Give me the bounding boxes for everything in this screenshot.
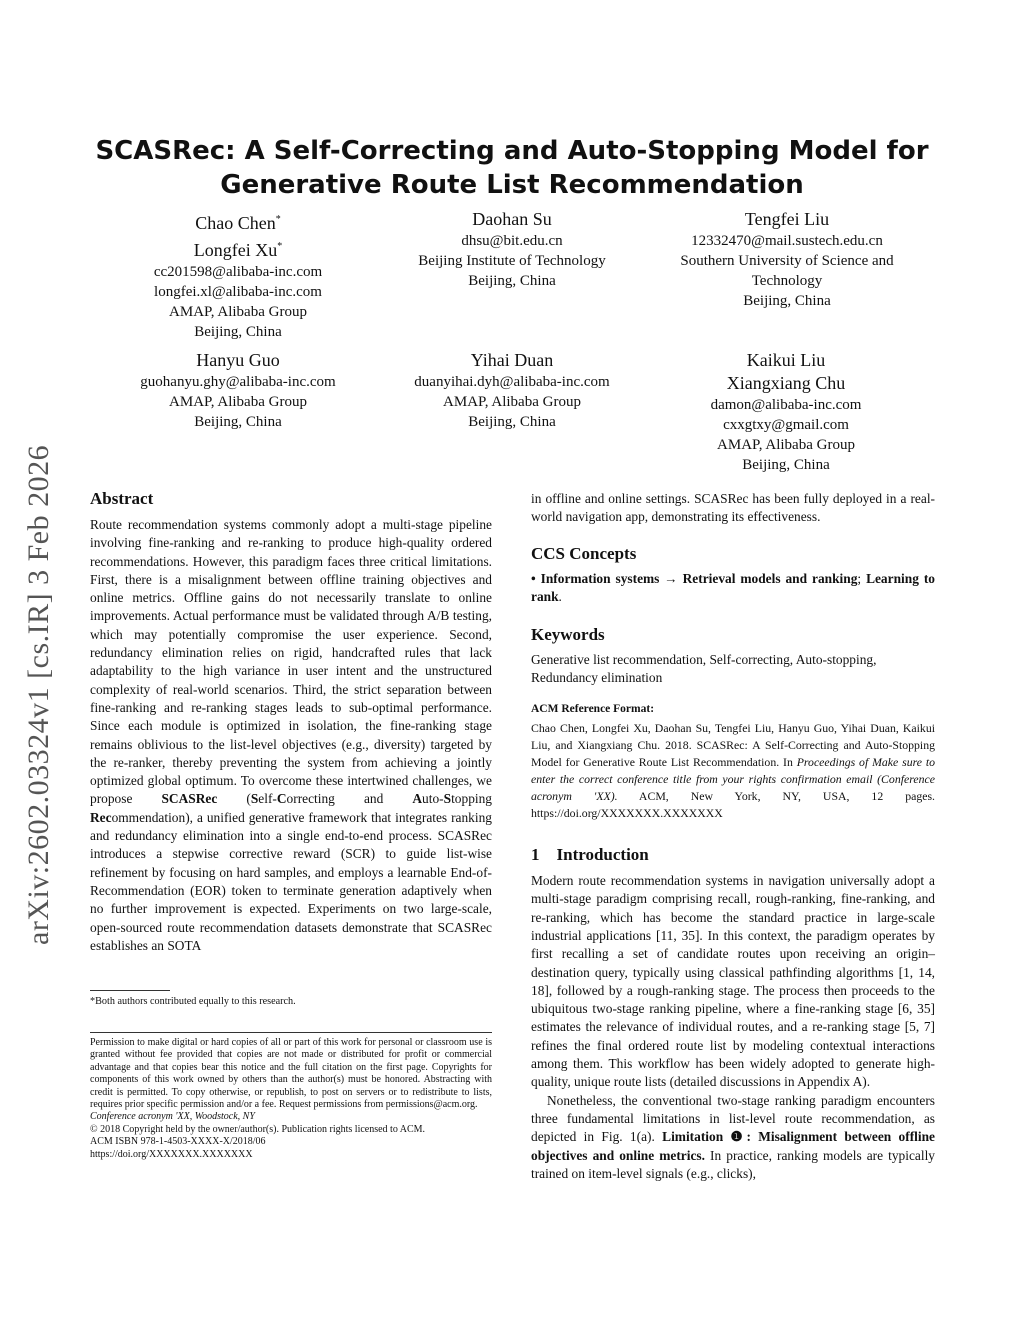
author-name: Xiangxiang Chu	[726, 373, 846, 393]
abstract-text: ommendation)	[111, 809, 190, 825]
acronym-letter: S	[250, 791, 259, 807]
author-name: Yihai Duan	[470, 350, 554, 370]
ccs-concept: Information systems	[540, 570, 660, 586]
acm-ref-heading: ACM Reference Format:	[531, 702, 655, 715]
permission-rule	[90, 1032, 492, 1033]
author-name: Daohan Su	[472, 209, 552, 229]
limitation-label: Limitation ❶: Misalignment between offline objectives and online metrics.	[531, 1129, 936, 1163]
author-email[interactable]: cc201598@alibaba-inc.com	[153, 264, 323, 280]
author-location: Beijing, China	[468, 414, 556, 430]
permission-block	[90, 1037, 492, 1161]
abstract-text: elf-	[258, 791, 277, 807]
arxiv-stamp: arXiv:2602.03324v1 [cs.IR] 3 Feb 2026	[22, 444, 55, 945]
doi-link[interactable]: https://doi.org/XXXXXXX.XXXXXXX	[90, 1148, 253, 1160]
author-location: Beijing, China	[742, 457, 830, 473]
author-affiliation: Southern University of Science and	[680, 253, 894, 269]
author-affiliation: AMAP, Alibaba Group	[443, 394, 581, 410]
ref-venue: Proceedings of Make sure to enter the correct conference title from your rights confirmation email (Conference acronym 'XX).	[531, 755, 935, 804]
author-email[interactable]: cxxgtxy@gmail.com	[723, 417, 849, 433]
acronym-letter: A	[412, 791, 423, 807]
title-line-2: Generative Route List Recommendation	[220, 170, 804, 200]
ccs-heading: CCS Concepts	[531, 543, 637, 563]
acronym-letter: S	[443, 791, 452, 807]
ccs-concept: Retrieval models and ranking	[682, 570, 858, 586]
abstract-text: uto-	[422, 791, 444, 807]
author-block-duan	[392, 349, 632, 432]
model-name: SCASRec	[161, 791, 218, 807]
abstract-paragraph	[90, 516, 492, 955]
author-name: Hanyu Guo	[196, 350, 280, 370]
author-location: Beijing, China	[468, 273, 556, 289]
intro-paragraph-2	[531, 1092, 935, 1183]
author-email[interactable]: dhsu@bit.edu.cn	[461, 233, 563, 249]
footnote: *Both authors contributed equally to this research.	[90, 996, 296, 1007]
author-email[interactable]: duanyihai.dyh@alibaba-inc.com	[414, 374, 610, 390]
author-block-chen-xu	[118, 208, 358, 342]
separator: ;	[857, 570, 867, 586]
footnote-rule	[90, 990, 170, 991]
acronym-letter: Rec	[90, 809, 112, 825]
period: .	[558, 588, 562, 604]
author-name: Longfei Xu	[193, 240, 278, 260]
permission-text: Permission to make digital or hard copies of all or part of this work for personal or classroom use is granted without fee provided that copies are not made or distributed for profit or commercial advantage and that copies bear this notice and the full citation on the first page. Copyrights for components of this work owned by others than the author(s) must be honored. Abstracting with credit is permitted. To copy otherwise, or republish, to post on servers or to redistribute to lists, requires prior specific permission and/or a fee. Request permissions from permissions@acm.org.	[90, 1037, 492, 1111]
isbn-line: ACM ISBN 978-1-4503-XXXX-X/2018/06	[90, 1136, 266, 1148]
keywords-text: Generative list recommendation, Self-correcting, Auto-stopping, Redundancy elimination	[531, 652, 877, 686]
ref-text: Chao Chen, Longfei Xu, Daohan Su, Tengfei Liu, Hanyu Guo, Yihai Duan, Kaikui Liu, and Xiangxiang Chu. 2018. SCASRec: A Self-Correcting and Auto-Stopping Model for Generative Route List Recommendation. In	[531, 721, 935, 770]
author-email[interactable]: damon@alibaba-inc.com	[710, 397, 862, 413]
author-affiliation: Beijing Institute of Technology	[418, 253, 606, 269]
ccs-concept: Learning to rank	[531, 570, 935, 604]
intro-heading: 1 Introduction	[531, 845, 649, 865]
author-block-guo	[118, 349, 358, 432]
author-name: Kaikui Liu	[746, 350, 826, 370]
acronym-letter: C	[276, 791, 287, 807]
author-email[interactable]: longfei.xl@alibaba-inc.com	[154, 284, 322, 300]
author-block-liu-chu	[666, 349, 906, 475]
ref-text: ACM, New York, NY, USA, 12 pages. https://doi.org/XXXXXXX.XXXXXXX	[531, 789, 935, 821]
abstract-continuation: in offline and online settings. SCASRec has been fully deployed in a real-world navigation app, demonstrating its effectiveness.	[531, 491, 935, 525]
author-location: Beijing, China	[743, 293, 831, 309]
equal-contribution-mark: *	[275, 214, 281, 225]
author-affiliation: Technology	[751, 273, 823, 289]
intro-text: Nonetheless, the conventional two-stage ranking paradigm encounters three fundamental limitations in list-level route recommendation, as depicted in Fig. 1(a).	[531, 1092, 935, 1145]
author-affiliation: AMAP, Alibaba Group	[169, 304, 307, 320]
abstract-text: topping	[451, 791, 492, 807]
author-email[interactable]: guohanyu.ghy@alibaba-inc.com	[140, 374, 336, 390]
abstract-text: (	[217, 791, 251, 807]
title-line-1: SCASRec: A Self-Correcting and Auto-Stopping Model for	[95, 136, 929, 166]
ccs-concepts	[531, 570, 935, 607]
abstract-text: orrecting and	[286, 791, 413, 807]
keywords-heading: Keywords	[531, 625, 605, 645]
left-column	[90, 488, 492, 955]
arrow: →	[659, 570, 683, 586]
copyright-line: © 2018 Copyright held by the owner/author(s). Publication rights licensed to ACM.	[90, 1123, 426, 1135]
bullet: •	[531, 570, 541, 586]
acm-ref-text	[531, 720, 935, 822]
author-affiliation: AMAP, Alibaba Group	[717, 437, 855, 453]
author-name: Chao Chen	[195, 213, 276, 233]
right-column	[531, 490, 935, 1183]
author-block-liu	[656, 208, 918, 311]
author-email[interactable]: 12332470@mail.sustech.edu.cn	[691, 233, 883, 249]
abstract-heading: Abstract	[90, 489, 154, 508]
intro-paragraph-1: Modern route recommendation systems in navigation universally adopt a multi-stage paradigm comprising recall, rough-ranking, fine-ranking, and re-ranking, which has become the standard practice in large-scale industrial applications [11, 35]. In this context, the paradigm operates by first recalling a set of candidate routes upon receiving an origin–destination query, typically using classical pathfinding algorithms [1, 14, 18], followed by a rough-ranking stage. The process then proceeds to the ubiquitous two-stage ranking pipeline, where a fine-ranking stage [6, 35] estimates the relevance of individual routes, and a re-ranking stage [5, 7] refines the final ordered route list by modeling contextual interactions among them. This workflow has been widely adopted to generate high-quality, unique route lists (detailed discussions in Appendix A).	[531, 873, 935, 1090]
intro-text: In practice, ranking models are typically trained on item-level signals (e.g., clicks),	[531, 1147, 935, 1181]
conference-line: Conference acronym 'XX, Woodstock, NY	[90, 1111, 255, 1123]
equal-contribution-mark: *	[277, 241, 283, 252]
author-name: Tengfei Liu	[744, 209, 830, 229]
abstract-text: , a unified generative framework that integrates ranking and redundancy elimination into a single end-to-end process. SCASRec introduces a stepwise corrective reward (SCR) to guide list-wise refinement by focusing on hard samples, and employs a learnable End-of-Recommendation (EOR) token to terminate generation adaptively when no further improvement is expected. Experiments on two large-scale, open-sourced route recommendation datasets demonstrate that SCASRec establishes an SOTA	[90, 809, 492, 953]
abstract-text: Route recommendation systems commonly adopt a multi-stage pipeline involving fine-ranking and re-ranking to produce high-quality ordered recommendations. However, this paradigm faces three critical limitations. First, there is a misalignment between offline training objectives and online metrics. Offline gains do not necessarily translate to online improvements. Actual performance must be validated through A/B testing, which may potentially compromise the user experience. Second, redundancy elimination relies on rigid, handcrafted rules that lack adaptability to the high variance in user intent and the unstructured complexity of real-world scenarios. Third, the strict separation between fine-ranking and re-ranking stages leads to sub-optimal performance. Since each module is optimized in isolation, the fine-ranking stage remains oblivious to the list-level objectives (e.g., diversity) targeted by the re-ranker, thereby preventing the system from achieving a jointly optimized global optimum. To overcome these intertwined challenges, we propose	[90, 517, 492, 807]
author-affiliation: AMAP, Alibaba Group	[169, 394, 307, 410]
author-location: Beijing, China	[194, 324, 282, 340]
paper-title	[90, 134, 934, 202]
author-location: Beijing, China	[194, 414, 282, 430]
author-block-su	[392, 208, 632, 291]
